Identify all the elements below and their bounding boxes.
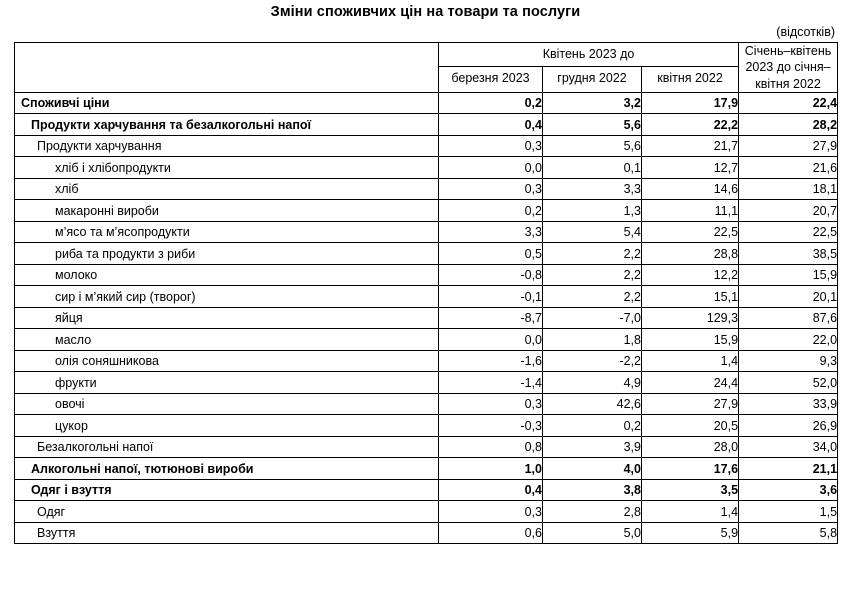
row-value-jan-apr: 3,6 <box>739 479 838 501</box>
table-row <box>15 178 838 200</box>
row-label: масло <box>15 329 439 351</box>
table-row <box>15 286 838 308</box>
header-col-april-2022: квітня 2022 <box>642 66 739 92</box>
row-value-jan-apr: 87,6 <box>739 307 838 329</box>
row-label: риба та продукти з риби <box>15 243 439 265</box>
row-value-march: 0,3 <box>439 135 543 157</box>
row-value-jan-apr: 52,0 <box>739 372 838 394</box>
row-value-december: 42,6 <box>543 393 642 415</box>
row-value-april: 12,2 <box>642 264 739 286</box>
table-row <box>15 522 838 544</box>
row-value-april: 14,6 <box>642 178 739 200</box>
row-label: Продукти харчування та безалкогольні напої <box>15 114 439 136</box>
row-value-april: 28,8 <box>642 243 739 265</box>
row-value-december: 2,2 <box>543 286 642 308</box>
row-value-march: -1,4 <box>439 372 543 394</box>
row-value-december: 4,9 <box>543 372 642 394</box>
row-value-december: 1,8 <box>543 329 642 351</box>
row-value-april: 1,4 <box>642 501 739 523</box>
row-label: фрукти <box>15 372 439 394</box>
table-header <box>15 43 838 93</box>
table-row <box>15 350 838 372</box>
table-row <box>15 329 838 351</box>
header-col-december-2022: грудня 2022 <box>543 66 642 92</box>
row-value-december: 1,3 <box>543 200 642 222</box>
row-value-march: 0,4 <box>439 479 543 501</box>
row-label: сир і м’який сир (творог) <box>15 286 439 308</box>
row-value-april: 3,5 <box>642 479 739 501</box>
row-value-april: 17,9 <box>642 92 739 114</box>
row-value-march: 3,3 <box>439 221 543 243</box>
row-value-march: -0,3 <box>439 415 543 437</box>
row-value-december: -2,2 <box>543 350 642 372</box>
table-row <box>15 135 838 157</box>
row-label: Одяг <box>15 501 439 523</box>
row-label: олія соняшникова <box>15 350 439 372</box>
row-value-april: 21,7 <box>642 135 739 157</box>
row-label: хліб і хлібопродукти <box>15 157 439 179</box>
row-value-jan-apr: 22,0 <box>739 329 838 351</box>
page-title: Зміни споживчих цін на товари та послуги <box>270 4 581 20</box>
row-value-april: 1,4 <box>642 350 739 372</box>
row-value-april: 12,7 <box>642 157 739 179</box>
row-value-april: 28,0 <box>642 436 739 458</box>
row-value-march: 0,2 <box>439 92 543 114</box>
row-label: Взуття <box>15 522 439 544</box>
row-value-jan-apr: 20,7 <box>739 200 838 222</box>
table-row <box>15 243 838 265</box>
row-value-april: 24,4 <box>642 372 739 394</box>
row-value-jan-apr: 15,9 <box>739 264 838 286</box>
row-value-april: 11,1 <box>642 200 739 222</box>
row-label: хліб <box>15 178 439 200</box>
row-label: Безалкогольні напої <box>15 436 439 458</box>
table-row <box>15 436 838 458</box>
table-row <box>15 393 838 415</box>
row-value-jan-apr: 1,5 <box>739 501 838 523</box>
row-value-march: 0,3 <box>439 178 543 200</box>
row-value-jan-apr: 27,9 <box>739 135 838 157</box>
row-value-december: 5,4 <box>543 221 642 243</box>
row-label: Продукти харчування <box>15 135 439 157</box>
row-value-december: 3,2 <box>543 92 642 114</box>
row-value-april: 17,6 <box>642 458 739 480</box>
row-value-march: -0,1 <box>439 286 543 308</box>
row-value-december: 4,0 <box>543 458 642 480</box>
row-value-april: 27,9 <box>642 393 739 415</box>
row-value-december: 2,8 <box>543 501 642 523</box>
header-group-april: Квітень 2023 до <box>439 43 739 67</box>
table-row <box>15 264 838 286</box>
row-value-march: 0,3 <box>439 393 543 415</box>
row-value-jan-apr: 20,1 <box>739 286 838 308</box>
row-label: молоко <box>15 264 439 286</box>
header-col-march-2023: березня 2023 <box>439 66 543 92</box>
row-value-march: 1,0 <box>439 458 543 480</box>
units-note: (відсотків) <box>776 25 835 39</box>
row-value-april: 5,9 <box>642 522 739 544</box>
row-value-march: 0,6 <box>439 522 543 544</box>
row-value-december: 5,0 <box>543 522 642 544</box>
row-label: Одяг і взуття <box>15 479 439 501</box>
row-value-march: 0,2 <box>439 200 543 222</box>
row-value-march: 0,5 <box>439 243 543 265</box>
header-corner-cell <box>15 43 439 93</box>
row-value-december: 3,3 <box>543 178 642 200</box>
row-value-april: 15,9 <box>642 329 739 351</box>
row-label: цукор <box>15 415 439 437</box>
row-value-jan-apr: 22,4 <box>739 92 838 114</box>
row-value-december: 3,9 <box>543 436 642 458</box>
header-col-jan-apr: Січень–квітень 2023 до січня–квітня 2022 <box>739 43 838 93</box>
table-row <box>15 479 838 501</box>
row-value-jan-apr: 28,2 <box>739 114 838 136</box>
row-value-jan-apr: 9,3 <box>739 350 838 372</box>
row-label: овочі <box>15 393 439 415</box>
row-label: м’ясо та м’ясопродукти <box>15 221 439 243</box>
row-value-december: 0,1 <box>543 157 642 179</box>
row-value-march: 0,0 <box>439 157 543 179</box>
table-row <box>15 501 838 523</box>
row-value-march: -1,6 <box>439 350 543 372</box>
row-value-march: -0,8 <box>439 264 543 286</box>
table-row <box>15 458 838 480</box>
table-body <box>15 92 838 544</box>
row-value-april: 15,1 <box>642 286 739 308</box>
row-value-jan-apr: 5,8 <box>739 522 838 544</box>
row-label: Споживчі ціни <box>15 92 439 114</box>
row-value-jan-apr: 21,6 <box>739 157 838 179</box>
row-value-jan-apr: 34,0 <box>739 436 838 458</box>
row-value-december: 2,2 <box>543 243 642 265</box>
table-row <box>15 307 838 329</box>
row-label: Алкогольні напої, тютюнові вироби <box>15 458 439 480</box>
row-value-jan-apr: 18,1 <box>739 178 838 200</box>
row-value-march: 0,4 <box>439 114 543 136</box>
row-value-december: 5,6 <box>543 114 642 136</box>
row-value-jan-apr: 33,9 <box>739 393 838 415</box>
row-value-march: 0,8 <box>439 436 543 458</box>
row-label: макаронні вироби <box>15 200 439 222</box>
row-label: яйця <box>15 307 439 329</box>
row-value-jan-apr: 21,1 <box>739 458 838 480</box>
row-value-december: 3,8 <box>543 479 642 501</box>
row-value-december: 2,2 <box>543 264 642 286</box>
table-row <box>15 221 838 243</box>
row-value-jan-apr: 38,5 <box>739 243 838 265</box>
row-value-jan-apr: 22,5 <box>739 221 838 243</box>
row-value-december: -7,0 <box>543 307 642 329</box>
table-row <box>15 200 838 222</box>
row-value-december: 0,2 <box>543 415 642 437</box>
row-value-april: 22,2 <box>642 114 739 136</box>
row-value-march: -8,7 <box>439 307 543 329</box>
table-row <box>15 372 838 394</box>
row-value-april: 129,3 <box>642 307 739 329</box>
row-value-jan-apr: 26,9 <box>739 415 838 437</box>
table-row <box>15 114 838 136</box>
table-row <box>15 92 838 114</box>
row-value-april: 22,5 <box>642 221 739 243</box>
consumer-price-table <box>14 42 838 544</box>
table-row <box>15 415 838 437</box>
row-value-april: 20,5 <box>642 415 739 437</box>
row-value-march: 0,3 <box>439 501 543 523</box>
table-row <box>15 157 838 179</box>
row-value-march: 0,0 <box>439 329 543 351</box>
row-value-december: 5,6 <box>543 135 642 157</box>
